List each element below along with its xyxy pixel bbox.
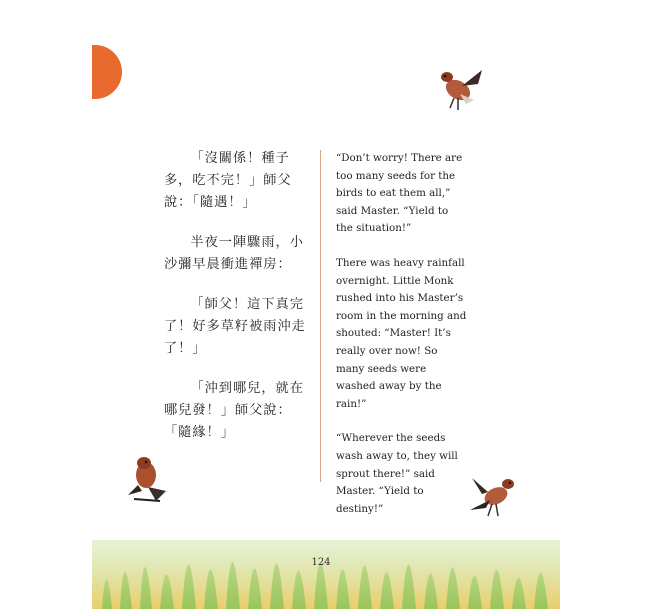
- chinese-paragraph: 「沒關係！種子多，吃不完！」師父說：「隨遇！」: [164, 151, 292, 210]
- bird-top-right-icon: [432, 64, 488, 114]
- chinese-paragraph: 「沖到哪兒，就在哪兒發！」師父說：「隨緣！」: [164, 381, 304, 440]
- chinese-paragraph: 「師父！這下真完了！好多草籽被雨沖走了！」: [164, 297, 306, 356]
- english-text-column: [336, 150, 468, 535]
- english-paragraph: “Wherever the seeds wash away to, they will sprout there!” said Master. “Yield to destiny!”: [336, 432, 458, 515]
- english-paragraph: “Don’t worry! There are too many seeds for the birds to eat them all,” said Master. “Yield to the situation!”: [336, 152, 463, 235]
- grass-illustration: [92, 480, 560, 609]
- page-number: 124: [311, 557, 331, 568]
- column-divider: [320, 150, 321, 482]
- chinese-text-column: [164, 148, 310, 462]
- english-paragraph: There was heavy rainfall overnight. Little Monk rushed into his Master’s room in the morning and shouted: “Master! It’s really over now! So many seeds were washed away by the rain!”: [336, 256, 467, 410]
- chinese-paragraph: 半夜一陣驟雨，小沙彌早晨衝進禪房：: [164, 235, 304, 272]
